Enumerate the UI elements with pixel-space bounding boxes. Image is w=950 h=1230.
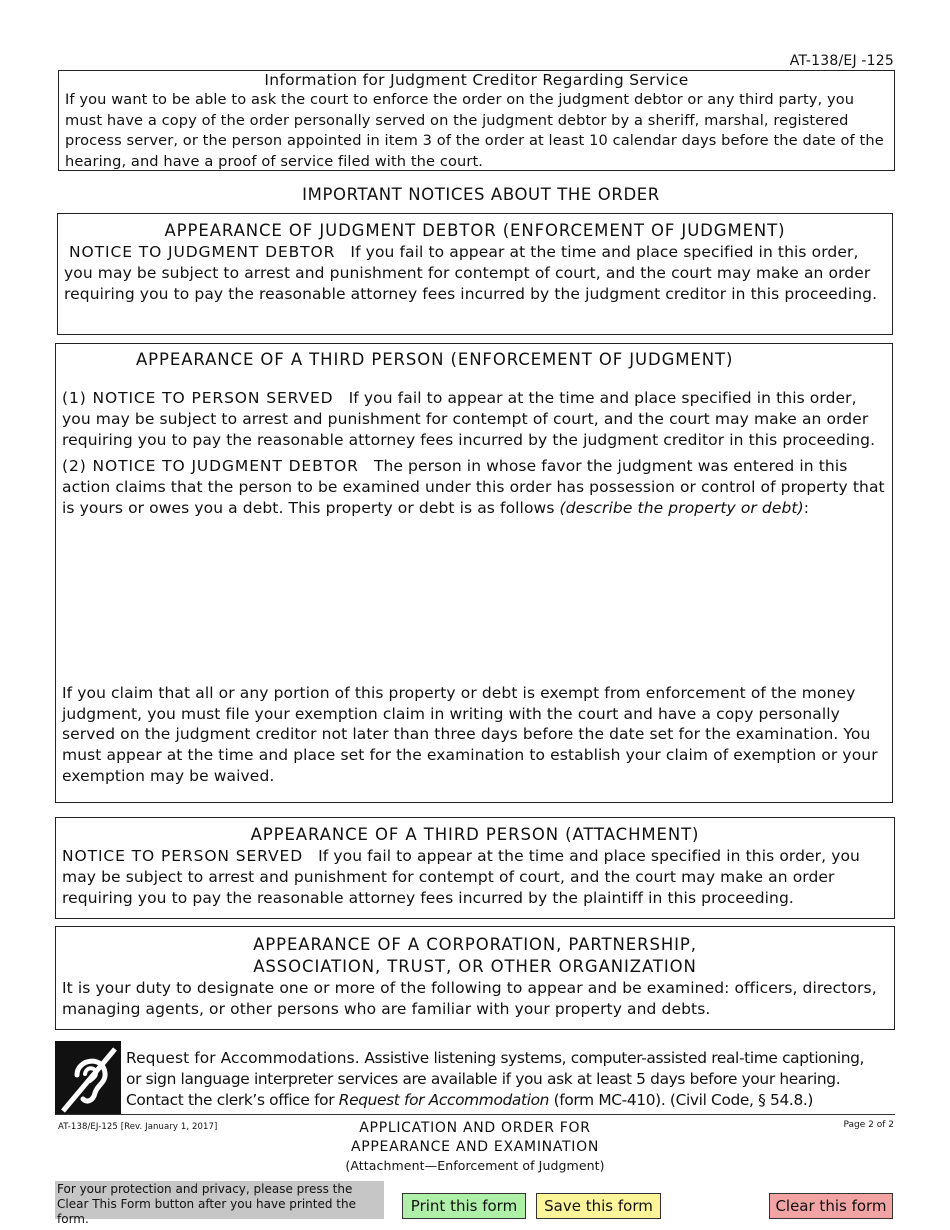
judgment-debtor-notice-text: If you fail to appear at the time and place specified in this order, you may be subject to arrest and punishment for contempt of court, and the court may make an order requiring you to pay the reasonable attorney fees incurred by the judgment creditor in this proceeding.: [64, 243, 878, 303]
hearing-assistance-icon: [55, 1041, 121, 1115]
judgment-debtor-notice-label: NOTICE TO JUDGMENT DEBTOR: [69, 243, 336, 261]
third-person-attachment-notice-label: NOTICE TO PERSON SERVED: [62, 847, 304, 865]
third-person-notice-1-label: (1) NOTICE TO PERSON SERVED: [62, 389, 334, 407]
third-person-notice-2-text: The person in whose favor the judgment was entered in this action claims that the person to be examined under this order has possession or control of property that is yours or owes you a debt. This property or debt is as follows: [62, 457, 885, 517]
judgment-debtor-title: APPEARANCE OF JUDGMENT DEBTOR (ENFORCEMENT OF JUDGMENT): [164, 221, 786, 240]
judgment-debtor-text: [64, 242, 886, 304]
third-person-notice-1-text: If you fail to appear at the time and place specified in this order, you may be subject to arrest and punishment for contempt of court, and the court may make an order requiring you to pay the reasonable attorney fees incurred by the judgment creditor in this proceeding.: [62, 389, 876, 449]
accommodations-label: Request for Accommodations.: [126, 1049, 360, 1067]
service-info-title: Information for Judgment Creditor Regarding Service: [264, 71, 689, 89]
organization-box: [55, 926, 895, 1030]
form-number: AT-138/EJ -125: [789, 53, 894, 69]
third-person-attachment-text: [62, 846, 888, 908]
third-person-notice-2-label: (2) NOTICE TO JUDGMENT DEBTOR: [62, 457, 359, 476]
judgment-debtor-box: [57, 213, 893, 335]
privacy-note-text: For your protection and privacy, please press the Clear This Form button after you have printed the form.: [57, 1182, 356, 1226]
accommodations-end: (form MC-410). (Civil Code, § 54.8.): [553, 1091, 814, 1109]
revision-label: AT-138/EJ-125 [Rev. January 1, 2017]: [58, 1122, 218, 1132]
footer-title-line-2: APPEARANCE AND EXAMINATION: [350, 1139, 599, 1155]
third-person-notice-1: [62, 388, 886, 450]
third-person-enforcement-box: [55, 343, 893, 803]
accommodations-italic: Request for Accommodation: [338, 1091, 550, 1109]
third-person-enforcement-title: APPEARANCE OF A THIRD PERSON (ENFORCEMENT OF JUDGMENT): [136, 350, 734, 369]
footer-rule: [55, 1114, 895, 1115]
exemption-text: If you claim that all or any portion of this property or debt is exempt from enforcement of the money judgment, you must file your exemption claim in writing with the court and have a copy personally served on the judgment creditor not later than three days before the date set for the examination. You must appear at the time and place set for the examination to establish your claim of exemption or your exemption may be waived.: [62, 683, 878, 785]
service-info-box: [58, 70, 895, 171]
organization-title-line-2: ASSOCIATION, TRUST, OR OTHER ORGANIZATION: [253, 957, 697, 976]
third-person-notice-2-end: :: [803, 498, 810, 517]
footer-title-line-1: APPLICATION AND ORDER FOR: [359, 1120, 591, 1136]
print-form-button[interactable]: Print this form: [402, 1193, 526, 1219]
footer-subtitle: (Attachment—Enforcement of Judgment): [345, 1158, 605, 1173]
privacy-note: [55, 1181, 384, 1226]
clear-form-button[interactable]: Clear this form: [769, 1193, 893, 1219]
page-number: Page 2 of 2: [843, 1120, 894, 1130]
organization-title-line-1: APPEARANCE OF A CORPORATION, PARTNERSHIP,: [253, 935, 697, 954]
third-person-notice-2-italic: (describe the property or debt): [559, 498, 804, 517]
organization-text: It is your duty to designate one or more of the following to appear and be examined: officers, directors, managing agents, or other persons who are familiar with your property and debts.: [62, 979, 877, 1018]
accommodations-body: Assistive listening systems, computer-assisted real-time captioning, or sign language interpreter services are available if you ask at least 5 days before your hearing. Contact the clerk’s office for: [126, 1049, 865, 1109]
third-person-attachment-title: APPEARANCE OF A THIRD PERSON (ATTACHMENT): [250, 825, 700, 844]
property-description-field[interactable]: [62, 523, 886, 683]
save-form-button[interactable]: Save this form: [536, 1193, 661, 1219]
third-person-attachment-notice-text: If you fail to appear at the time and place specified in this order, you may be subject to arrest and punishment for contempt of court, and the court may make an order requiring you to pay the reasonable attorney fees incurred by the plaintiff in this proceeding.: [62, 847, 860, 907]
accommodations-text: [126, 1048, 876, 1111]
service-info-text: If you want to be able to ask the court to enforce the order on the judgment debtor or any third party, you must have a copy of the order personally served on the judgment debtor by a sheriff, marshal, registered process server, or the person appointed in item 3 of the order at least 10 calendar days before the date of the hearing, and have a proof of service filed with the court.: [65, 91, 884, 170]
important-notices-title: IMPORTANT NOTICES ABOUT THE ORDER: [302, 185, 660, 204]
third-person-notice-2: [62, 456, 886, 518]
third-person-attachment-box: [55, 817, 895, 919]
